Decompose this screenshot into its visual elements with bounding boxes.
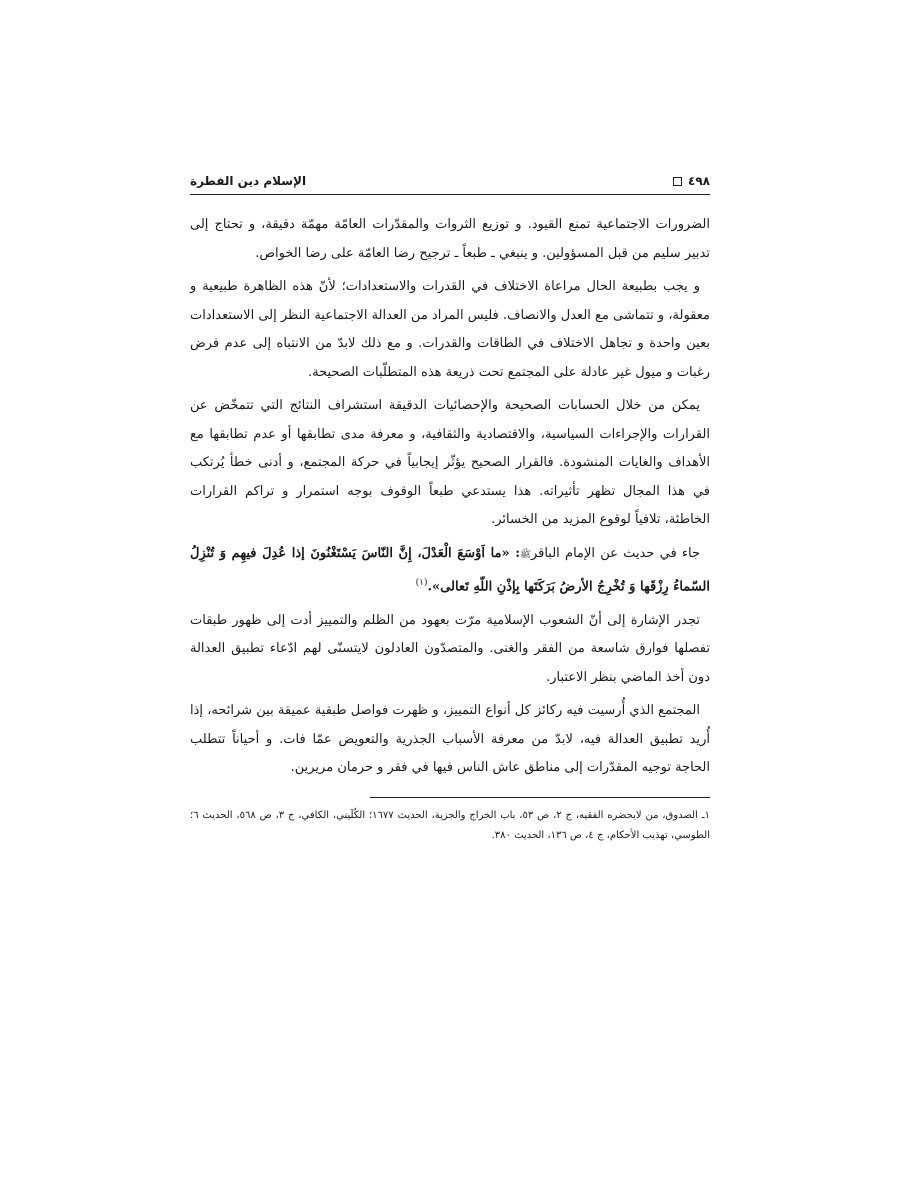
running-header [190, 160, 710, 195]
hadith-intro: جاء في حديث عن الإمام الباقر [530, 545, 701, 561]
page-number: ٤٩٨ [688, 174, 710, 188]
footnote-reference: (١) [415, 578, 428, 588]
paragraph-2: و يجب بطبيعة الحال مراعاة الاختلاف في القدرات والاستعدادات؛ لأنّ هذه الظاهرة طبيعية و معقولة، و تتماشى مع العدل والانصاف. فليس المراد من العدالة الاجتماعية النظر إلى الاستعدادات بعين واحدة و تجاهل الاختلاف في الطاقات والقدرات. و مع ذلك لابدّ من الانتباه إلى عدم فرض رغبات و ميول غير عادلة على المجتمع تحت ذريعة هذه المتطلّبات الصحيحة. [190, 279, 710, 380]
hadith-quote: : «ما اَوْسَعَ الْعَدْلَ، إِنَّ النّاسَ يَسْتَغْنُونَ إذا عُدِلَ فيهِم وَ تُنْزِلُ السّماءُ رِزْقَها وَ تُخْرِجُ الأرضُ بَرَكَتَها بِإذْنِ اللّهِ تَعالى». [190, 545, 710, 595]
footnote: ١ـ الصدوق، من لايحضره الفقيه، ج ٢، ص ٥٣، باب الخراج والجزية، الحديث ١٦٧٧؛ الكُلَيني، الكافي، ج ٣، ص ٥٦٨، الحديث ٦؛ الطوسي، تهذيب الأحكام، ج ٤، ص ١٣٦، الحديث ٣٨٠. [190, 809, 710, 841]
paragraph-5: تجدر الإشارة إلى أنّ الشعوب الإسلامية مرّت بعهود من الظلم والتمييز أدت إلى ظهور طبقات تفصلها فوارق شاسعة من الفقر والغنى. والمتصدّون العادلون لايتسنّى لهم ادّعاء تطبيق العدالة دون أخذ الماضي بنظر الاعتبار. [190, 612, 710, 685]
square-bullet-icon [673, 177, 682, 186]
hadith-paragraph [190, 540, 710, 602]
paragraph-1: الضرورات الاجتماعية تمنع القيود. و توزيع الثروات والمقدّرات العامّة مهمّة دقيقة، و تحتاج إلى تدبير سليم من قبل المسؤولين. و ينبغي ـ طبعاً ـ ترجيح رضا العامّة على رضا الخواص. [190, 217, 710, 261]
book-page [190, 160, 710, 990]
body-text [190, 211, 710, 783]
footnote-divider [370, 797, 710, 798]
page-number-block [673, 174, 710, 188]
paragraph-3: يمكن من خلال الحسابات الصحيحة والإحصائيات الدقيقة استشراف النتائج التي تتمخّض عن القرارات والإجراءات السياسية، والاقتصادية والثقافية، و معرفة مدى تطابقها أو عدم تطابقها مع الأهداف والغايات المنشودة. فالقرار الصحيح يؤثّر إيجابياً في حركة المجتمع، و أدنى خطأ يُرتكب في هذا المجال تظهر تأثيراته. هذا يستدعي طبعاً الوقوف بوجه استمرار و تراكم القرارات الخاطئة، تلافياً لوقوع المزيد من الخسائر. [190, 398, 710, 527]
book-title: الإسلام دين الفطرة [190, 174, 307, 188]
honorific-symbol: ﷺ [520, 549, 531, 560]
paragraph-6: المجتمع الذي أُرسيت فيه ركائز كل أنواع التمييز، و ظهرت فواصل طبقية عميقة بين شرائحه، إذا أُريد تطبيق العدالة فيه، لابدّ من معرفة الأسباب الجذرية والتعويض عمّا فات. و أحياناً تتطلب الحاجة توجيه المقدّرات إلى مناطق عاش الناس فيها في فقر و حرمان مريرين. [190, 703, 710, 776]
